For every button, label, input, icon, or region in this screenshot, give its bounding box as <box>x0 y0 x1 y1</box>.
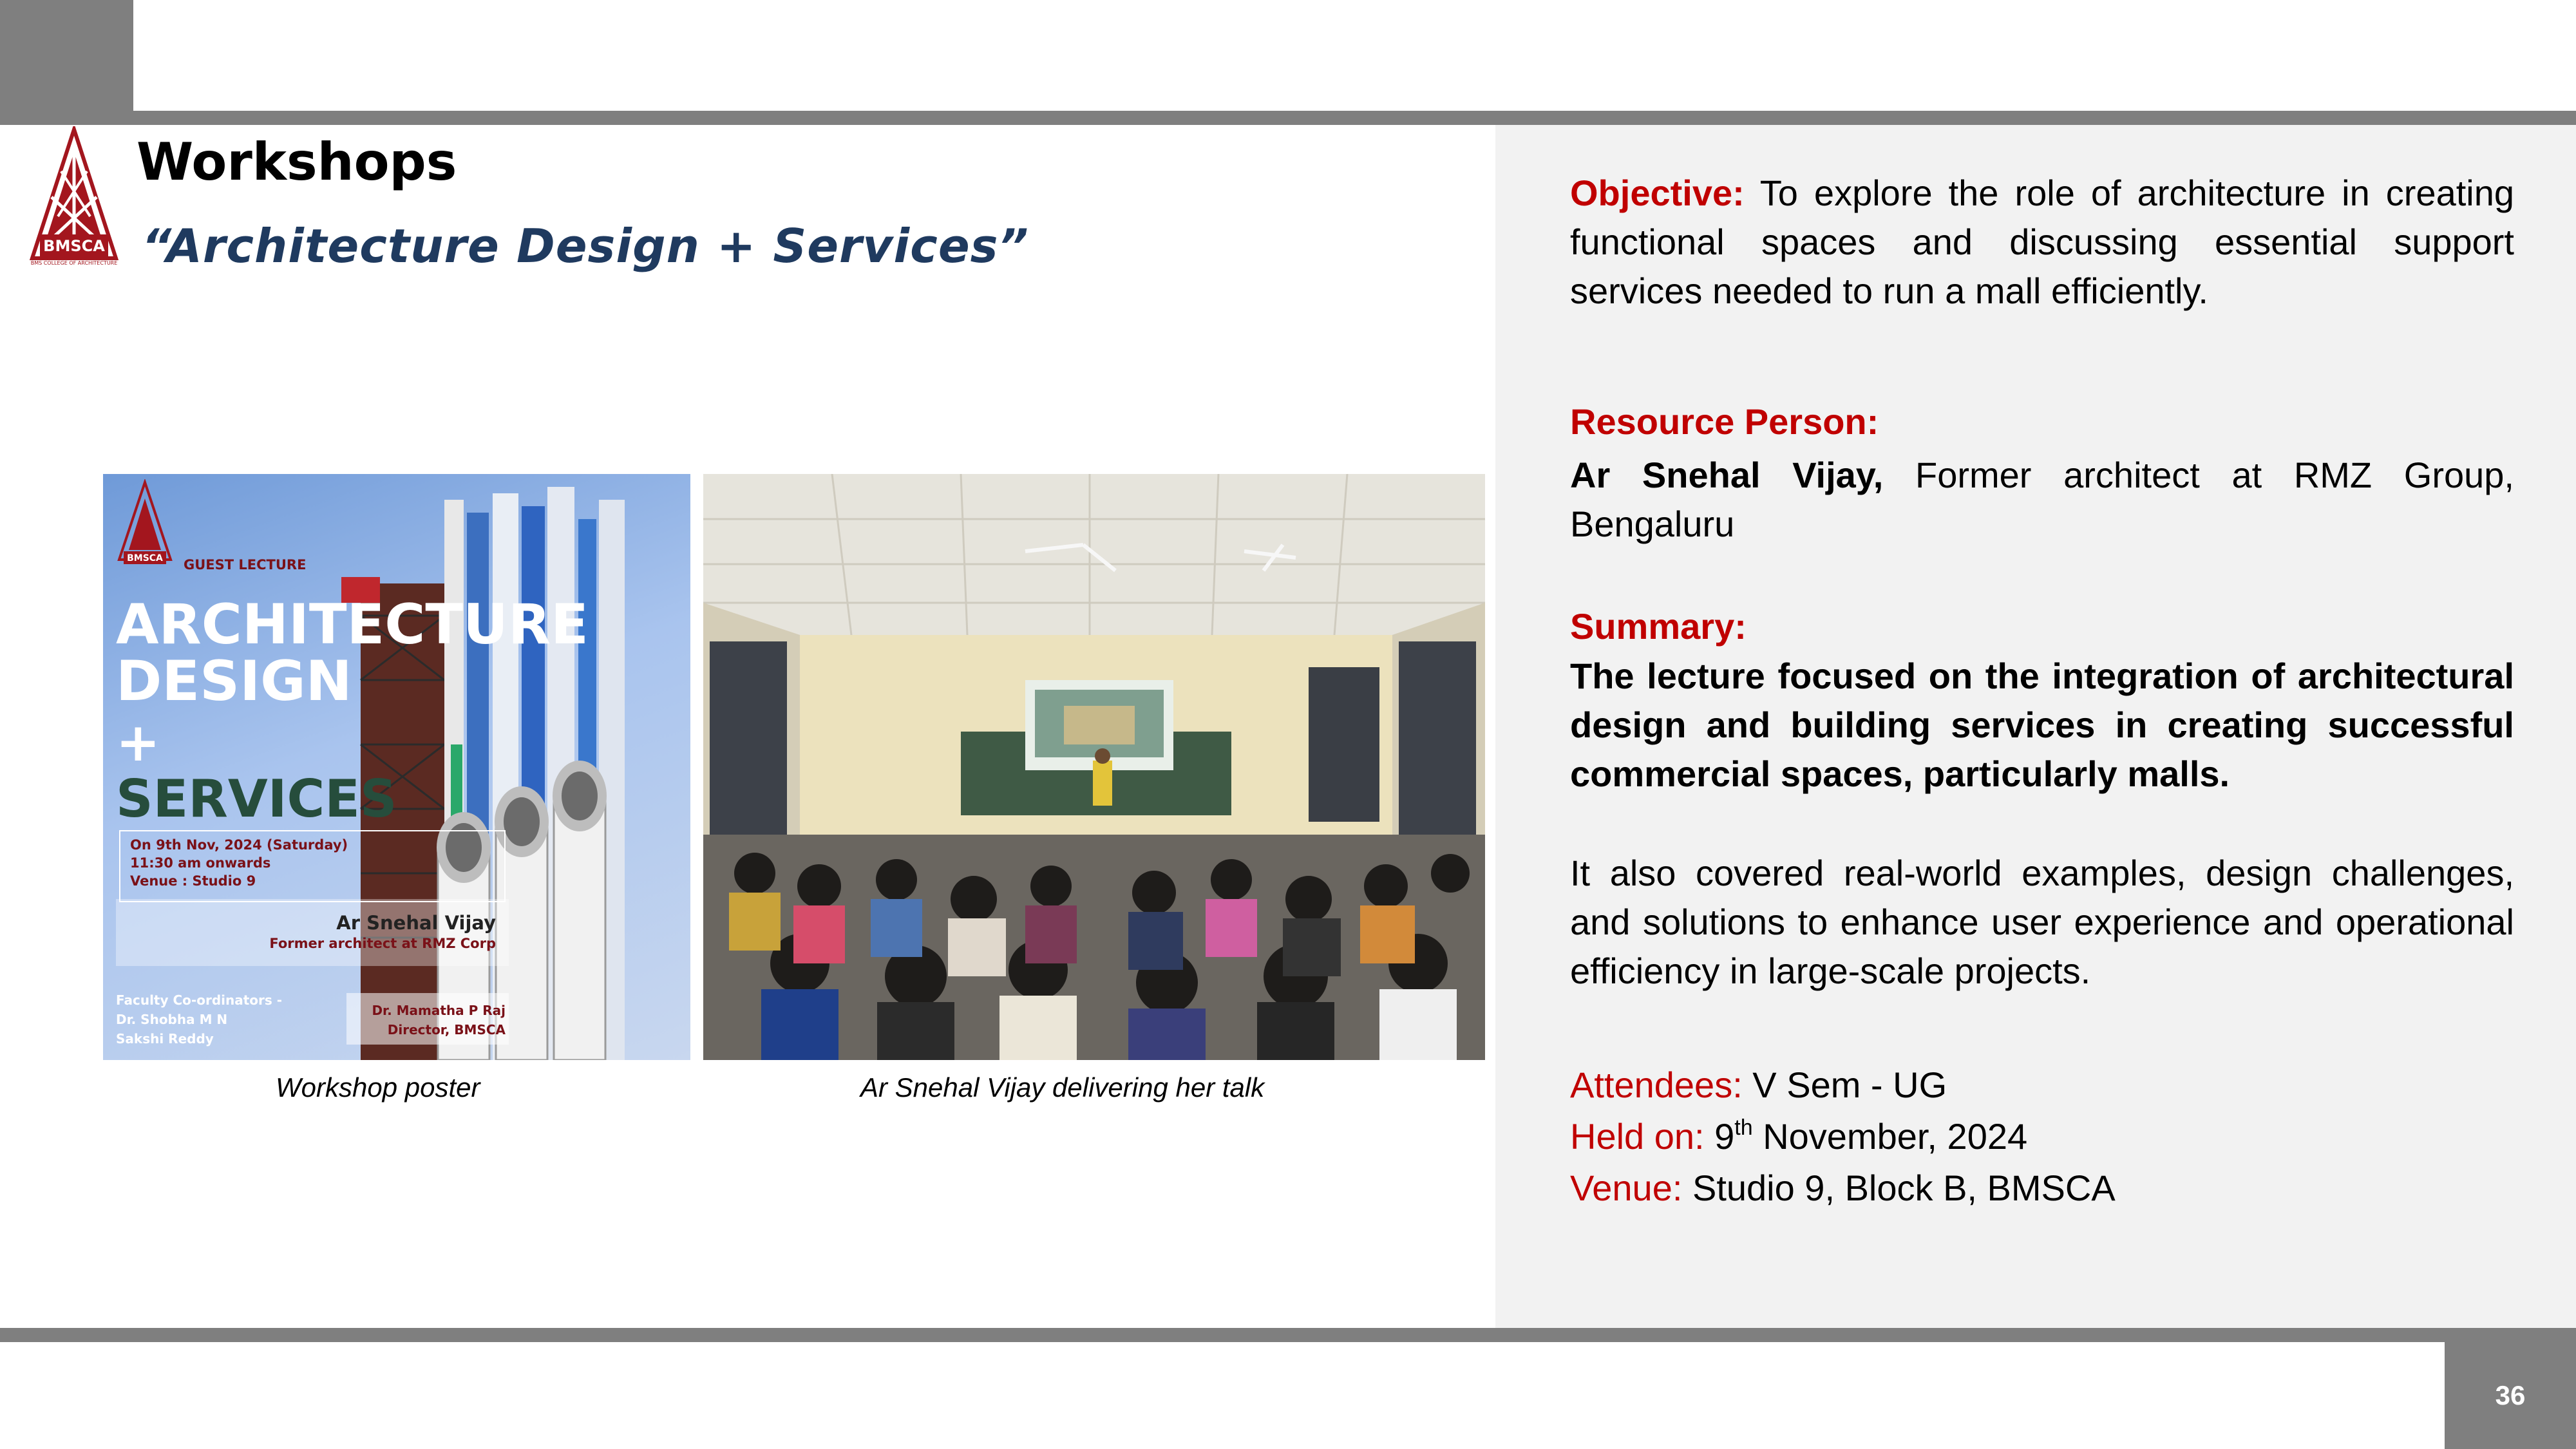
poster-faculty-2: Sakshi Reddy <box>116 1031 214 1046</box>
objective-text: To explore the role of architecture in creating functional spaces and discussing essential support services needed to run a mall efficiently. <box>1570 173 2514 311</box>
objective-paragraph <box>1570 169 2514 316</box>
resource-person-heading <box>1570 397 2514 446</box>
poster-speaker-role: Former architect at RMZ Corp <box>269 936 496 951</box>
resource-person-paragraph <box>1570 451 2514 549</box>
page-number: 36 <box>2445 1342 2576 1449</box>
summary-detail-text: It also covered real-world examples, design challenges, and solutions to enhance user experience and operational efficiency in large-scale projects. <box>1570 853 2514 991</box>
resource-text: Former architect at RMZ Group, Bengaluru <box>1570 455 2514 544</box>
held-day: 9 <box>1704 1116 1735 1157</box>
venue-line <box>1570 1162 2514 1214</box>
page-title: Workshops <box>137 132 457 192</box>
held-suffix: th <box>1734 1115 1753 1140</box>
poster-director <box>351 1001 506 1039</box>
logo-tagline: BMS COLLEGE OF ARCHITECTURE <box>30 260 118 266</box>
poster-venue: Venue : Studio 9 <box>130 873 256 889</box>
poster-logo <box>116 479 174 573</box>
workshop-poster <box>103 474 690 1060</box>
header-divider-bar <box>0 111 2576 125</box>
held-label: Held on: <box>1570 1116 1705 1157</box>
footer-divider-bar <box>0 1328 2576 1342</box>
photo-caption: Ar Snehal Vijay delivering her talk <box>860 1072 1265 1103</box>
event-meta <box>1570 1059 2514 1214</box>
page-subtitle: “Architecture Design + Services” <box>142 219 1029 273</box>
poster-event-info <box>130 836 348 890</box>
venue-value: Studio 9, Block B, BMSCA <box>1682 1168 2116 1208</box>
poster-date: On 9th Nov, 2024 (Saturday) <box>130 837 348 853</box>
summary-text: The lecture focused on the integration of architectural design and building services in creating successful commercial spaces, particularly malls. <box>1570 656 2514 794</box>
lecture-photo <box>703 474 1485 1060</box>
summary-label: Summary: <box>1570 606 1747 647</box>
summary-heading <box>1570 602 2514 651</box>
poster-time: 11:30 am onwards <box>130 855 271 871</box>
resource-name: Ar Snehal Vijay, <box>1570 455 1884 495</box>
poster-heading-line1: ARCHITECTURE <box>116 592 589 657</box>
attendees-value: V Sem - UG <box>1742 1065 1947 1105</box>
poster-heading-line3: + <box>116 712 160 773</box>
poster-director-title: Director, BMSCA <box>387 1022 506 1037</box>
bmsca-logo <box>26 126 122 268</box>
attendees-label: Attendees: <box>1570 1065 1743 1105</box>
poster-heading-line2: DESIGN <box>116 649 352 714</box>
poster-caption: Workshop poster <box>276 1072 480 1103</box>
poster-faculty <box>116 990 282 1048</box>
poster-heading-line4: SERVICES <box>116 769 397 829</box>
held-rest: November, 2024 <box>1752 1116 2028 1157</box>
resource-label: Resource Person: <box>1570 401 1879 442</box>
venue-label: Venue: <box>1570 1168 1683 1208</box>
attendees-line <box>1570 1059 2514 1111</box>
objective-label: Objective: <box>1570 173 1745 213</box>
poster-tag: GUEST LECTURE <box>184 557 307 573</box>
poster-faculty-1: Dr. Shobha M N <box>116 1012 228 1027</box>
poster-faculty-label: Faculty Co-ordinators - <box>116 992 283 1008</box>
logo-name: BMSCA <box>43 237 105 255</box>
poster-speaker-name: Ar Snehal Vijay <box>336 912 496 934</box>
header-gray-block <box>0 0 133 111</box>
poster-logo-name: BMSCA <box>127 553 163 564</box>
held-on-line <box>1570 1111 2514 1162</box>
poster-director-name: Dr. Mamatha P Raj <box>372 1003 506 1018</box>
